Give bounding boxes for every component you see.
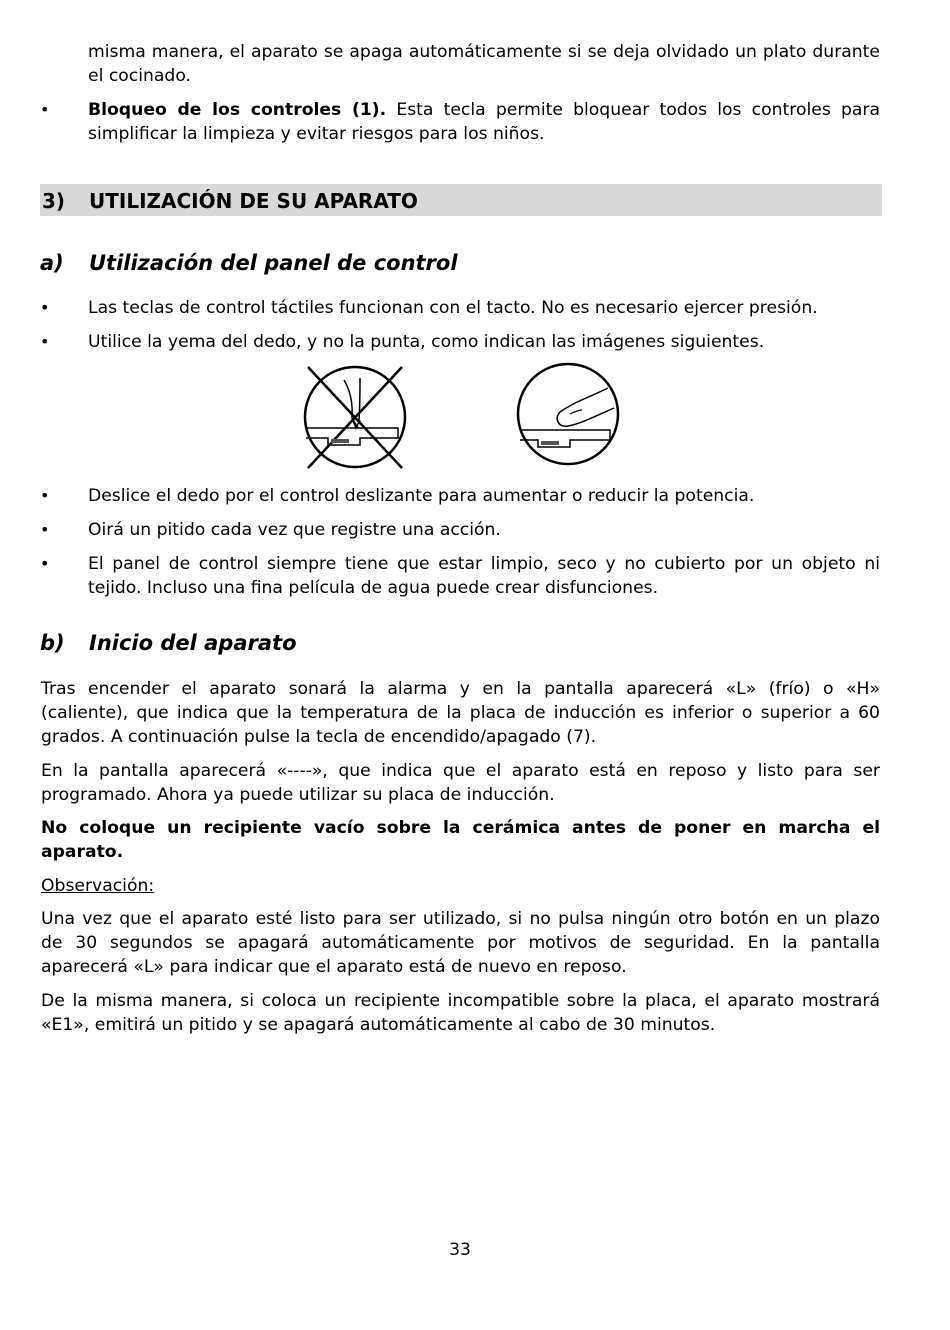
subsection-letter: a) — [40, 251, 64, 275]
paragraph-line: «E1», emitirá un pitido y se apagará automáticamente al cabo de 30 minutos. — [41, 1015, 716, 1035]
section-number: 3) — [42, 189, 66, 213]
paragraph-line: programado. Ahora ya puede utilizar su placa de inducción. — [41, 785, 555, 805]
subsection-title: Utilización del panel de control — [89, 251, 458, 275]
bullet-text: Esta tecla permite bloquear todos los controles para — [396, 100, 881, 120]
list-item: El panel de control siempre tiene que estar limpio, seco y no cubierto por un objeto ni — [88, 554, 880, 574]
bullet-text: simplificar la limpieza y evitar riesgos para los niños. — [88, 124, 545, 144]
section-title: UTILIZACIÓN DE SU APARATO — [89, 189, 418, 213]
paragraph-line: de 30 segundos se apagará automáticamente por motivos de seguridad. En la pantalla — [41, 933, 880, 953]
paragraph-line: De la misma manera, si coloca un recipiente incompatible sobre la placa, el aparato mostrará — [41, 991, 880, 1011]
paragraph-line: (caliente), que indica que la temperatura de la placa de inducción es inferior o superior a 60 — [41, 703, 880, 723]
bullet-dot: • — [40, 486, 50, 505]
list-item: Utilice la yema del dedo, y no la punta, como indican las imágenes siguientes. — [88, 332, 765, 352]
bullet-bold-label: Bloqueo de los controles (1). — [88, 100, 387, 120]
intro-line: el cocinado. — [88, 66, 192, 86]
paragraph-line: Tras encender el aparato sonará la alarma y en la pantalla aparecerá «L» (frío) o «H» — [41, 679, 880, 699]
bullet-dot: • — [40, 100, 50, 119]
warning-line: No coloque un recipiente vacío sobre la cerámica antes de poner en marcha el — [41, 818, 880, 838]
subsection-letter: b) — [40, 631, 65, 655]
fingertip-crossed-out-icon — [298, 362, 412, 472]
paragraph-line: grados. A continuación pulse la tecla de encendido/apagado (7). — [41, 727, 597, 747]
list-item: Oirá un pitido cada vez que registre una acción. — [88, 520, 501, 540]
subsection-title: Inicio del aparato — [89, 631, 297, 655]
intro-line: misma manera, el aparato se apaga automáticamente si se deja olvidado un plato durante — [88, 42, 880, 62]
list-item: Deslice el dedo por el control deslizante para aumentar o reducir la potencia. — [88, 486, 755, 506]
paragraph-line: En la pantalla aparecerá «----», que indica que el aparato está en reposo y listo para ser — [41, 761, 880, 781]
bullet-dot: • — [40, 298, 50, 317]
list-item: Las teclas de control táctiles funcionan con el tacto. No es necesario ejercer presión. — [88, 298, 818, 318]
paragraph-line: aparecerá «L» para indicar que el aparato está de nuevo en reposo. — [41, 957, 627, 977]
finger-pad-touch-icon — [512, 362, 624, 472]
bullet-dot: • — [40, 554, 50, 573]
paragraph-line: Una vez que el aparato esté listo para ser utilizado, si no pulsa ningún otro botón en un plazo — [41, 909, 880, 929]
bullet-lock-controls — [88, 98, 880, 122]
list-item: tejido. Incluso una fina película de agua puede crear disfunciones. — [88, 578, 659, 598]
page-number: 33 — [449, 1240, 471, 1260]
bullet-dot: • — [40, 332, 50, 351]
warning-line: aparato. — [41, 842, 124, 862]
observation-label: Observación: — [41, 876, 155, 896]
bullet-dot: • — [40, 520, 50, 539]
